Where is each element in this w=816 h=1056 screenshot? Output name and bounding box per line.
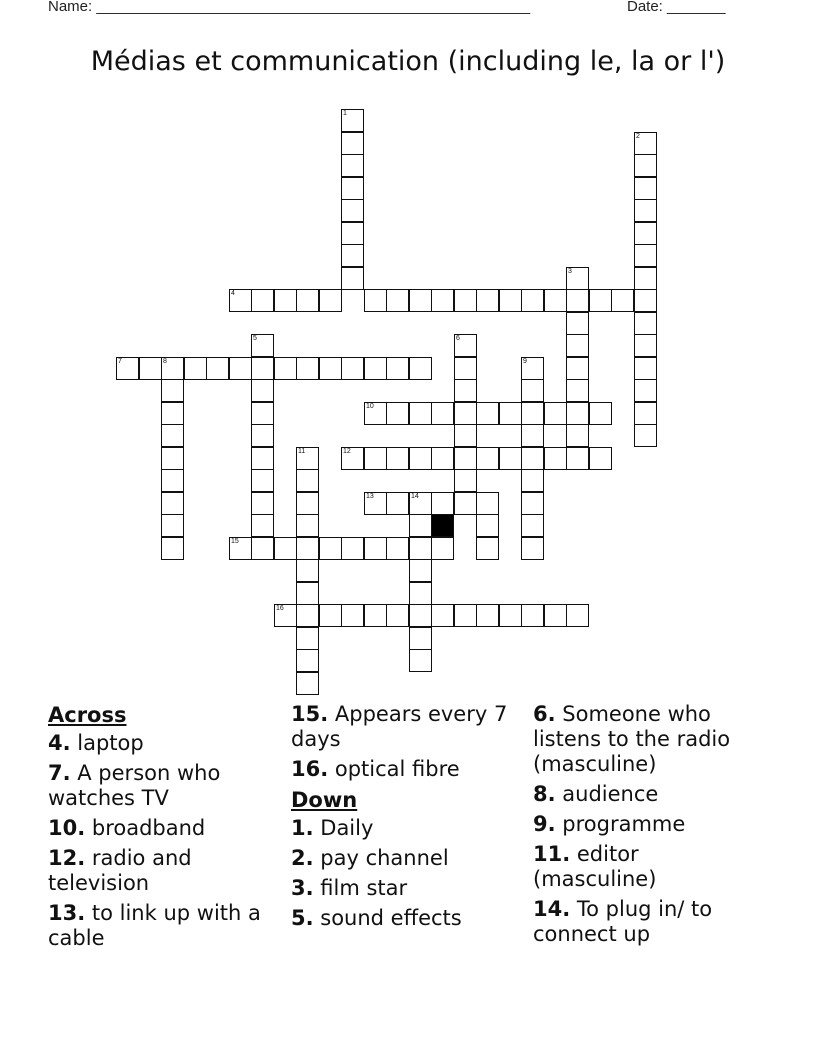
grid-cell[interactable] (634, 334, 657, 357)
date-field[interactable]: Date: _______ (627, 0, 726, 15)
grid-cell[interactable] (296, 672, 319, 695)
grid-cell[interactable] (251, 537, 274, 560)
clue-number: 13. (48, 901, 86, 925)
grid-cell[interactable] (341, 154, 364, 177)
grid-cell[interactable] (611, 289, 634, 312)
grid-cell[interactable] (341, 604, 364, 627)
clue-across-7 (48, 761, 278, 811)
grid-cell[interactable] (341, 222, 364, 245)
grid-cell[interactable] (409, 559, 432, 582)
clues-column-3 (533, 702, 763, 952)
clue-down-8 (533, 782, 763, 807)
grid-cell[interactable] (454, 289, 477, 312)
grid-cell[interactable] (634, 312, 657, 335)
grid-cell[interactable] (161, 492, 184, 515)
clue-number: 15. (291, 702, 329, 726)
grid-cell[interactable] (476, 402, 499, 425)
grid-cell[interactable] (296, 289, 319, 312)
grid-cell[interactable] (454, 604, 477, 627)
grid-cell[interactable] (206, 357, 229, 380)
clue-text: A person who watches TV (48, 761, 221, 810)
clues-column-2 (291, 702, 521, 936)
grid-cell[interactable] (409, 402, 432, 425)
grid-cell[interactable] (161, 447, 184, 470)
grid-cell[interactable] (544, 289, 567, 312)
clue-number: 12. (48, 846, 86, 870)
grid-cell[interactable] (274, 357, 297, 380)
grid-cell[interactable] (409, 514, 432, 537)
grid-cell[interactable] (296, 357, 319, 380)
clue-across-4 (48, 731, 278, 756)
grid-cell[interactable] (499, 289, 522, 312)
grid-cell[interactable] (319, 357, 342, 380)
clue-across-10 (48, 816, 278, 841)
grid-cell[interactable] (296, 582, 319, 605)
cell-number: 16 (276, 605, 284, 612)
clue-text: editor (masculine) (533, 842, 657, 891)
grid-cell[interactable] (634, 357, 657, 380)
grid-cell[interactable] (634, 132, 657, 155)
clue-text: pay channel (313, 846, 449, 870)
grid-cell[interactable] (409, 492, 432, 515)
grid-cell[interactable] (454, 424, 477, 447)
grid-cell[interactable] (341, 357, 364, 380)
grid-cell[interactable] (161, 402, 184, 425)
clue-down-5 (291, 906, 521, 931)
grid-cell[interactable] (386, 357, 409, 380)
cell-number: 14 (411, 493, 419, 500)
clue-number: 4. (48, 731, 71, 755)
grid-cell[interactable] (499, 604, 522, 627)
grid-cell[interactable] (161, 537, 184, 560)
grid-cell[interactable] (566, 267, 589, 290)
clue-down-1 (291, 816, 521, 841)
clue-text: audience (555, 782, 659, 806)
grid-cell[interactable] (521, 537, 544, 560)
grid-cell[interactable] (386, 447, 409, 470)
grid-cell[interactable] (566, 289, 589, 312)
grid-cell[interactable] (409, 357, 432, 380)
clue-number: 14. (533, 897, 571, 921)
grid-cell[interactable] (341, 267, 364, 290)
clue-number: 6. (533, 702, 556, 726)
grid-cell[interactable] (251, 402, 274, 425)
clue-number: 3. (291, 876, 314, 900)
down-heading: Down (291, 788, 358, 812)
grid-cell[interactable] (161, 424, 184, 447)
clue-text: optical fibre (328, 757, 460, 781)
grid-cell[interactable] (521, 514, 544, 537)
cell-number: 6 (456, 335, 460, 342)
grid-cell[interactable] (229, 289, 252, 312)
grid-cell[interactable] (634, 244, 657, 267)
grid-cell[interactable] (229, 357, 252, 380)
grid-cell[interactable] (454, 469, 477, 492)
grid-cell[interactable] (476, 289, 499, 312)
grid-cell[interactable] (251, 492, 274, 515)
grid-cell[interactable] (566, 447, 589, 470)
clue-down-6 (533, 702, 763, 777)
grid-cell[interactable] (364, 402, 387, 425)
grid-cell[interactable] (521, 604, 544, 627)
clue-text: programme (555, 812, 686, 836)
grid-cell[interactable] (521, 289, 544, 312)
grid-cell[interactable] (499, 447, 522, 470)
grid-cell[interactable] (409, 627, 432, 650)
grid-cell[interactable] (589, 289, 612, 312)
grid-cell[interactable] (544, 604, 567, 627)
grid-cell[interactable] (634, 402, 657, 425)
clue-number: 2. (291, 846, 314, 870)
grid-cell[interactable] (566, 312, 589, 335)
grid-cell[interactable] (364, 289, 387, 312)
clue-number: 7. (48, 761, 71, 785)
grid-cell[interactable] (454, 357, 477, 380)
grid-cell[interactable] (341, 537, 364, 560)
grid-cell[interactable] (251, 469, 274, 492)
grid-cell[interactable] (341, 447, 364, 470)
grid-cell[interactable] (251, 424, 274, 447)
clue-down-14 (533, 897, 763, 947)
grid-cell[interactable] (251, 447, 274, 470)
grid-cell[interactable] (296, 627, 319, 650)
clue-number: 11. (533, 842, 571, 866)
clue-text: Someone who listens to the radio (masculine) (533, 702, 731, 776)
grid-cell[interactable] (566, 604, 589, 627)
puzzle-title: Médias et communication (including le, la or l') (90, 46, 726, 77)
grid-cell[interactable] (319, 604, 342, 627)
grid-cell[interactable] (296, 514, 319, 537)
grid-cell[interactable] (251, 357, 274, 380)
grid-cell[interactable] (476, 447, 499, 470)
clue-number: 10. (48, 816, 86, 840)
grid-cell[interactable] (386, 492, 409, 515)
grid-cell[interactable] (409, 604, 432, 627)
grid-cell[interactable] (521, 469, 544, 492)
cell-number: 10 (366, 403, 374, 410)
grid-cell[interactable] (544, 402, 567, 425)
clues-area (48, 702, 768, 992)
cell-number: 1 (343, 110, 347, 117)
grid-cell[interactable] (521, 357, 544, 380)
grid-cell[interactable] (634, 267, 657, 290)
grid-cell[interactable] (364, 492, 387, 515)
cell-number: 13 (366, 493, 374, 500)
grid-cell[interactable] (161, 469, 184, 492)
clue-number: 16. (291, 757, 329, 781)
cell-number: 12 (343, 448, 351, 455)
grid-cell[interactable] (296, 469, 319, 492)
grid-cell[interactable] (454, 379, 477, 402)
cell-number: 15 (231, 538, 239, 545)
grid-cell[interactable] (409, 649, 432, 672)
grid-cell[interactable] (409, 537, 432, 560)
grid-cell[interactable] (251, 379, 274, 402)
clue-text: sound effects (313, 906, 462, 930)
clue-text: to link up with a cable (48, 901, 261, 950)
blocked-cell (431, 514, 454, 537)
grid-cell[interactable] (634, 177, 657, 200)
grid-cell[interactable] (431, 289, 454, 312)
cell-number: 11 (298, 448, 306, 455)
cell-number: 2 (636, 133, 640, 140)
clue-text: Daily (313, 816, 374, 840)
grid-cell[interactable] (589, 447, 612, 470)
grid-cell[interactable] (566, 424, 589, 447)
cell-number: 5 (253, 335, 257, 342)
grid-cell[interactable] (364, 537, 387, 560)
grid-cell[interactable] (116, 357, 139, 380)
grid-cell[interactable] (386, 537, 409, 560)
grid-cell[interactable] (409, 447, 432, 470)
grid-cell[interactable] (296, 604, 319, 627)
clues-column-1 (48, 702, 278, 956)
grid-cell[interactable] (296, 649, 319, 672)
grid-cell[interactable] (296, 492, 319, 515)
grid-cell[interactable] (386, 289, 409, 312)
grid-cell[interactable] (589, 402, 612, 425)
grid-cell[interactable] (274, 537, 297, 560)
grid-cell[interactable] (521, 424, 544, 447)
clue-text: Appears every 7 days (291, 702, 508, 751)
grid-cell[interactable] (296, 447, 319, 470)
grid-cell[interactable] (566, 379, 589, 402)
cell-number: 8 (163, 358, 167, 365)
grid-cell[interactable] (161, 514, 184, 537)
grid-cell[interactable] (184, 357, 207, 380)
grid-cell[interactable] (454, 492, 477, 515)
grid-cell[interactable] (454, 334, 477, 357)
grid-cell[interactable] (386, 402, 409, 425)
name-field[interactable]: Name: ____________________________________________________ (48, 0, 531, 15)
clue-across-16 (291, 757, 521, 782)
clue-text: To plug in/ to connect up (533, 897, 713, 946)
grid-cell[interactable] (566, 357, 589, 380)
cell-number: 3 (568, 268, 572, 275)
grid-cell[interactable] (521, 379, 544, 402)
grid-cell[interactable] (431, 447, 454, 470)
clue-text: film star (313, 876, 408, 900)
grid-cell[interactable] (566, 334, 589, 357)
grid-cell[interactable] (431, 402, 454, 425)
grid-cell[interactable] (431, 604, 454, 627)
grid-cell[interactable] (251, 289, 274, 312)
grid-cell[interactable] (431, 492, 454, 515)
grid-cell[interactable] (634, 379, 657, 402)
grid-cell[interactable] (409, 582, 432, 605)
grid-cell[interactable] (364, 447, 387, 470)
grid-cell[interactable] (364, 604, 387, 627)
grid-cell[interactable] (341, 132, 364, 155)
grid-cell[interactable] (521, 492, 544, 515)
grid-cell[interactable] (364, 357, 387, 380)
grid-cell[interactable] (386, 604, 409, 627)
grid-cell[interactable] (251, 514, 274, 537)
clue-text: broadband (85, 816, 206, 840)
grid-cell[interactable] (341, 177, 364, 200)
grid-cell[interactable] (544, 447, 567, 470)
grid-cell[interactable] (454, 447, 477, 470)
clue-number: 8. (533, 782, 556, 806)
grid-cell[interactable] (341, 109, 364, 132)
grid-cell[interactable] (319, 537, 342, 560)
grid-cell[interactable] (521, 447, 544, 470)
grid-cell[interactable] (634, 222, 657, 245)
grid-cell[interactable] (274, 604, 297, 627)
grid-cell[interactable] (476, 604, 499, 627)
across-heading: Across (48, 703, 127, 727)
cell-number: 4 (231, 290, 235, 297)
grid-cell[interactable] (431, 537, 454, 560)
clue-down-2 (291, 846, 521, 871)
grid-cell[interactable] (566, 402, 589, 425)
grid-cell[interactable] (341, 199, 364, 222)
grid-cell[interactable] (634, 289, 657, 312)
cell-number: 7 (118, 358, 122, 365)
grid-cell[interactable] (634, 154, 657, 177)
clue-down-9 (533, 812, 763, 837)
clue-down-11 (533, 842, 763, 892)
grid-cell[interactable] (251, 334, 274, 357)
grid-cell[interactable] (634, 424, 657, 447)
clue-number: 5. (291, 906, 314, 930)
clue-down-3 (291, 876, 521, 901)
grid-cell[interactable] (499, 402, 522, 425)
grid-cell[interactable] (409, 289, 432, 312)
clue-text: radio and television (48, 846, 192, 895)
grid-cell[interactable] (229, 537, 252, 560)
grid-cell[interactable] (476, 492, 499, 515)
clue-number: 9. (533, 812, 556, 836)
clue-across-12 (48, 846, 278, 896)
grid-cell[interactable] (296, 559, 319, 582)
grid-cell[interactable] (161, 357, 184, 380)
grid-cell[interactable] (139, 357, 162, 380)
grid-cell[interactable] (161, 379, 184, 402)
grid-cell[interactable] (319, 289, 342, 312)
grid-cell[interactable] (274, 289, 297, 312)
grid-cell[interactable] (476, 514, 499, 537)
grid-cell[interactable] (341, 244, 364, 267)
clue-across-15 (291, 702, 521, 752)
clue-number: 1. (291, 816, 314, 840)
grid-cell[interactable] (521, 402, 544, 425)
grid-cell[interactable] (296, 537, 319, 560)
clue-across-13 (48, 901, 278, 951)
grid-cell[interactable] (454, 402, 477, 425)
clue-text: laptop (70, 731, 144, 755)
grid-cell[interactable] (476, 537, 499, 560)
cell-number: 9 (523, 358, 527, 365)
grid-cell[interactable] (634, 199, 657, 222)
